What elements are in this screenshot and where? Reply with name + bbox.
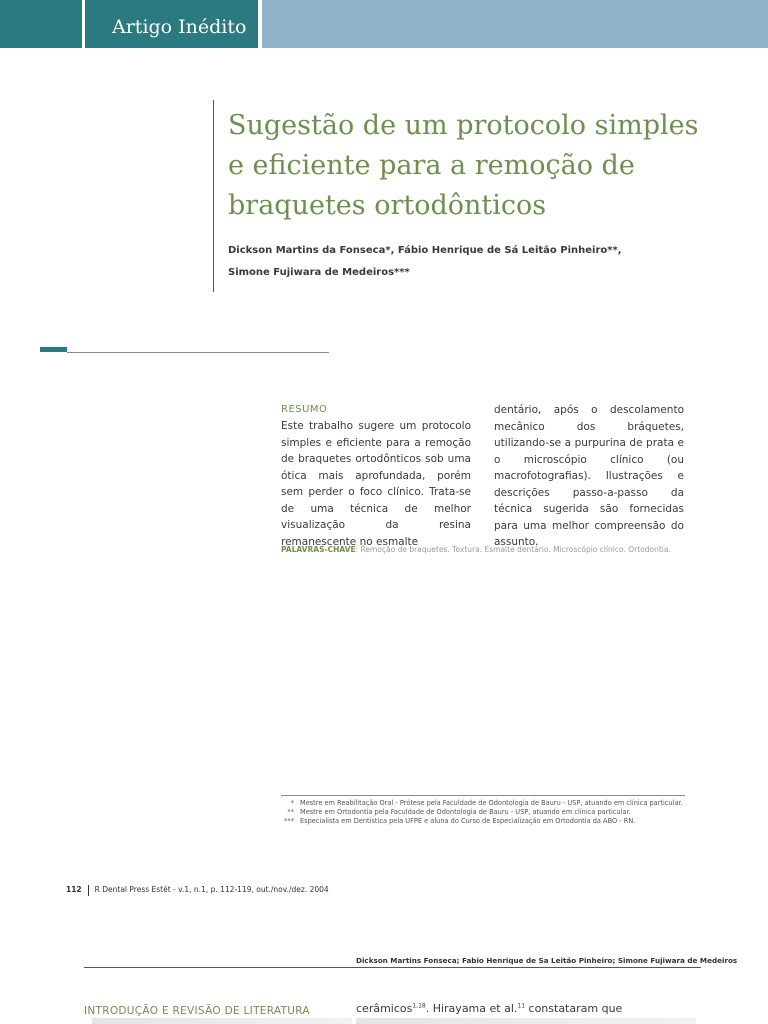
footnotes <box>281 799 701 826</box>
running-head-rule <box>84 967 701 968</box>
footnote-rule <box>281 795 685 796</box>
abstract-column-1: Este trabalho sugere um protocolo simples e eficiente para a remoção de braquetes ortodônticos sob uma ótica mais aprofundada, porém sem perder o foco clínico. Trata-se de uma técnica de melhor visualização da resina remanescente no esmalte <box>281 420 471 548</box>
authors-line-1: Dickson Martins da Fonseca*, Fábio Henrique de Sá Leitão Pinheiro**, <box>228 245 622 256</box>
intro-section-heading: INTRODUÇÃO E REVISÃO DE LITERATURA <box>84 1005 310 1017</box>
header-band-right <box>262 0 768 48</box>
running-head: Dickson Martins Fonseca; Fabio Henrique de Sa Leitão Pinheiro; Simone Fujiwara de Medeiros <box>356 956 738 965</box>
section-title: Artigo Inédito <box>112 16 247 38</box>
page-number: 112 <box>66 885 82 894</box>
cropped-text-left <box>92 1018 352 1024</box>
journal-citation: R Dental Press Estét - v.1, n.1, p. 112-119, out./nov./dez. 2004 <box>94 885 329 894</box>
body-text-part: . Hirayama et al. <box>425 1002 518 1015</box>
cropped-text-right <box>356 1018 696 1024</box>
keywords-label: PALAVRAS-CHAVE <box>281 545 356 554</box>
section-accent-bar <box>40 347 67 352</box>
keywords <box>281 543 741 557</box>
abstract-column-2: dentário, após o descolamento mecânico dos bráquetes, utilizando-se a purpurina de prata e o microscópio clínico (ou macrofotografias). Ilustrações e descrições passo-a-passo da técnica sugerida são fornecidas para uma melhor compreensão do assunto. <box>494 404 684 548</box>
citation-ref: 11 <box>517 1002 526 1010</box>
abstract-heading: RESUMO <box>281 404 328 415</box>
footnote-mark: * <box>290 799 294 807</box>
authors-line-2: Simone Fujiwara de Medeiros*** <box>228 267 410 278</box>
footnote-mark: *** <box>284 817 294 825</box>
body-text-line <box>356 1001 622 1017</box>
footnote-text: Mestre em Reabilitação Oral - Prótese pela Faculdade de Odontologia de Bauru - USP, atuando em clínica particular. <box>300 799 683 807</box>
folio-separator <box>88 885 89 896</box>
article-authors <box>228 240 748 284</box>
body-text-part: cerâmicos <box>356 1002 413 1015</box>
footnote-item <box>281 808 701 817</box>
keywords-text: : Remoção de braquetes. Textura. Esmalte dentário. Microscópio clínico. Ortodontia. <box>355 545 671 554</box>
header-band-left <box>0 0 82 48</box>
footnote-item <box>281 799 701 808</box>
footnote-mark: ** <box>287 808 294 816</box>
footnote-item <box>281 817 701 826</box>
footnote-text: Mestre em Ortodontia pela Faculdade de Odontologia de Bauru - USP, atuando em clínica particular. <box>300 808 631 816</box>
page-folio <box>66 884 329 896</box>
article-title: Sugestão de um protocolo simples e eficiente para a remoção de braquetes ortodônticos <box>228 110 699 221</box>
section-divider <box>67 352 329 353</box>
citation-ref: 1,18 <box>412 1002 426 1010</box>
title-vertical-rule <box>213 100 214 292</box>
footnote-text: Especialista em Dentística pela UFPE e aluna do Curso de Especialização em Ortodontia da ABO - RN. <box>300 817 636 825</box>
body-text-part: constataram que <box>525 1002 623 1015</box>
